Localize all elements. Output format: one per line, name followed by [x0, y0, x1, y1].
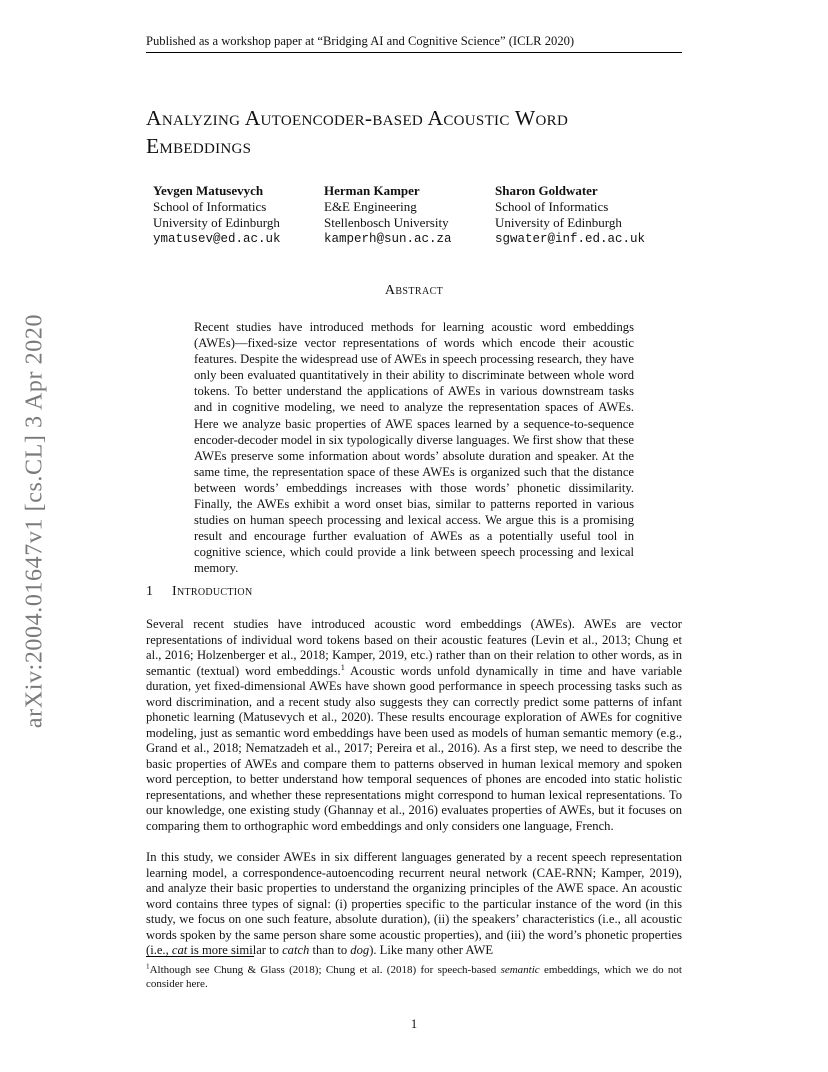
author-institution: University of Edinburgh: [495, 215, 622, 230]
example-word: dog: [350, 943, 370, 957]
footnote: [146, 963, 682, 991]
author-email: ymatusev@ed.ac.uk: [153, 232, 281, 246]
paper-title: [146, 104, 706, 160]
paper-title-line2: Embeddings: [146, 134, 252, 158]
footnote-emphasis: semantic: [500, 964, 540, 976]
abstract-heading: Abstract: [384, 283, 444, 298]
paragraph-text: Several recent studies have introduced acoustic word embeddings (AWEs). AWEs are vector representations of individual word tokens based on their acoustic features (Levin et al., 2013; Chung et al., 2016; Holzenberger et al., 2018; Kamper, 2019, etc.) rather than on their relation to other words, as in semantic (textual) word embeddings.: [146, 617, 682, 678]
author-block: [153, 183, 281, 247]
footnote-text: embeddings, which we do not consider here.: [146, 964, 682, 990]
footnote-marker: 1: [146, 962, 150, 971]
author-institution: Stellenbosch University: [324, 215, 449, 230]
author-block: [324, 183, 452, 247]
author-department: School of Informatics: [495, 199, 609, 214]
page-number: 1: [410, 1017, 418, 1031]
example-word: catch: [282, 943, 310, 957]
author-name: Yevgen Matusevych: [153, 183, 264, 198]
section-title: Introduction: [172, 584, 253, 599]
abstract-text: Recent studies have introduced methods for learning acoustic word embeddings (AWEs)—fixed-size vector representations of words which encode their acoustic features. Despite the widespread use of AWEs in speech processing research, they have only been evaluated quantitatively in their ability to discriminate between whole word tokens. To better understand the applications of AWEs in various downstream tasks and in cognitive modeling, we need to analyze the representation spaces of AWEs. Here we analyze basic properties of AWE spaces learned by a sequence-to-sequence encoder-decoder model in six typologically diverse languages. We first show that these AWEs preserve some information about words’ absolute duration and speaker. At the same time, the representation space of these AWEs is organized such that the distance between words’ embeddings increases with those words’ phonetic dissimilarity. Finally, the AWEs exhibit a word onset bias, similar to patterns reported in various studies on human speech processing and lexical access. We argue this is a promising result and encourage further evaluation of AWEs as a potentially useful tool in cognitive science, which could provide a link between speech processing and lexical memory.: [194, 320, 634, 576]
footnote-marker: 1: [340, 662, 345, 672]
paragraph-text: ). Like many other AWE: [369, 943, 494, 957]
author-institution: University of Edinburgh: [153, 215, 280, 230]
body-paragraph: [146, 617, 682, 834]
arxiv-stamp: arXiv:2004.01647v1 [cs.CL] 3 Apr 2020: [21, 313, 48, 729]
footnote-text: Although see Chung & Glass (2018); Chung et al. (2018) for speech-based: [149, 964, 501, 976]
author-block: [495, 183, 645, 247]
author-email: kamperh@sun.ac.za: [324, 232, 452, 246]
section-heading: [146, 584, 682, 600]
author-department: School of Informatics: [153, 199, 267, 214]
section-number: 1: [146, 584, 154, 599]
body-paragraph: [146, 850, 682, 959]
paragraph-text: is more similar to: [187, 943, 283, 957]
paragraph-text: In this study, we consider AWEs in six different languages generated by a recent speech representation learning model, a correspondence-autoencoding recurrent neural network (CAE-RNN; Kamper, 2019), and analyze their basic properties to understand the organizing principles of the AWE space. An acoustic word contains three types of signal: (i) properties specific to the particular instance of the word (in this study, we focus on one such feature, absolute duration), (ii) the speakers’ characteristics (i.e., all acoustic words spoken by the same person share some acoustic properties), and (iii) the word’s phonetic properties (i.e.,: [146, 850, 682, 957]
example-word: cat: [171, 943, 188, 957]
paragraph-text: than to: [309, 943, 351, 957]
running-header: Published as a workshop paper at “Bridging AI and Cognitive Science” (ICLR 2020): [146, 34, 575, 48]
author-email: sgwater@inf.ed.ac.uk: [495, 232, 646, 246]
paragraph-text: Acoustic words unfold dynamically in time and have variable duration, yet fixed-dimensional AWEs have shown good performance in speech processing tasks such as word discrimination, and a recent study also suggests they can correctly predict some patterns of infant phonetic learning (Matusevych et al., 2020). These results encourage exploration of AWEs for cognitive modeling, just as semantic word embeddings have been used as models of human semantic memory (e.g., Grand et al., 2018; Nematzadeh et al., 2017; Pereira et al., 2016). As a first step, we need to describe the basic properties of AWEs and compare them to patterns observed in human lexical memory and spoken word perception, to better understand how temporal sequences of phones are encoded into static holistic representations, and whether these representations might correspond to human lexical representations. To our knowledge, one existing study (Ghannay et al., 2016) evaluates properties of AWEs, but it focuses on comparing them to orthographic word embeddings and only considers one language, French.: [146, 663, 682, 833]
author-department: E&E Engineering: [324, 199, 417, 214]
footnote-rule: [146, 956, 254, 957]
author-name: Sharon Goldwater: [495, 183, 598, 198]
paper-title-line1: Analyzing Autoencoder-based Acoustic Word: [146, 106, 569, 130]
author-name: Herman Kamper: [324, 183, 420, 198]
header-rule: [146, 52, 682, 53]
